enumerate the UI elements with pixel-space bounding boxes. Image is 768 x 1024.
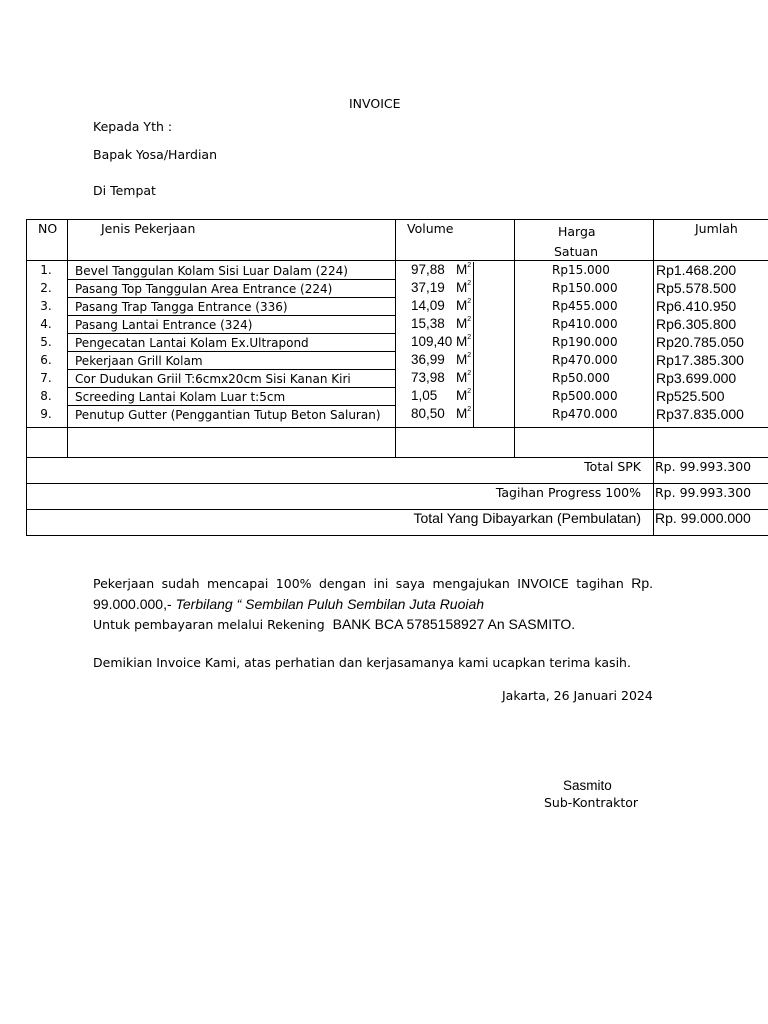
- row-volume: 109,40: [411, 334, 453, 349]
- row-jumlah: Rp525.500: [656, 388, 725, 404]
- paragraph-closing: Demikian Invoice Kami, atas perhatian dan kerjasamanya kami ucapkan terima kasih.: [93, 655, 631, 670]
- row-volume: 73,98: [411, 370, 445, 385]
- recipient-place: Di Tempat: [93, 183, 156, 198]
- row-job: Cor Dudukan Griil T:6cmx20cm Sisi Kanan Kiri: [75, 372, 351, 386]
- recipient-greeting: Kepada Yth :: [93, 119, 173, 134]
- total-spk-value: Rp. 99.993.300: [655, 459, 752, 474]
- row-volume: 36,99: [411, 352, 445, 367]
- col-header-jumlah: Jumlah: [695, 221, 738, 236]
- signature-role: Sub-Kontraktor: [544, 795, 639, 810]
- row-volume: 14,09: [411, 298, 445, 313]
- row-volume: 1,05: [411, 388, 438, 403]
- row-number: 6.: [40, 353, 52, 367]
- row-jumlah: Rp37.835.000: [656, 406, 744, 422]
- row-unit: $M^2$: [456, 316, 472, 331]
- row-volume: 37,19: [411, 280, 445, 295]
- col-header-no: NO: [38, 221, 58, 236]
- paragraph-amount: 99.000.000,- Terbilang “ Sembilan Puluh Sembilan Juta Ruoiah: [93, 596, 485, 612]
- row-job: Screeding Lantai Kolam Luar t:5cm: [75, 390, 286, 404]
- row-harga: Rp190.000: [552, 335, 618, 349]
- row-jumlah: Rp6.305.800: [656, 316, 737, 332]
- col-header-volume: Volume: [407, 221, 454, 236]
- paragraph-request: Pekerjaan sudah mencapai 100% dengan ini saya mengajukan INVOICE tagihan Rp.: [93, 575, 653, 591]
- col-header-satuan: Satuan: [554, 244, 599, 259]
- row-unit: $M^2$: [456, 334, 472, 349]
- row-jumlah: Rp5.578.500: [656, 280, 737, 296]
- row-harga: Rp410.000: [552, 317, 618, 331]
- signature-name: Sasmito: [563, 778, 612, 793]
- row-volume: 80,50: [411, 406, 445, 421]
- row-job: Pasang Trap Tangga Entrance (336): [75, 300, 288, 314]
- row-unit: $M^2$: [456, 298, 472, 313]
- row-number: 9.: [40, 407, 52, 421]
- row-unit: $M^2$: [456, 262, 472, 277]
- paid-label: Total Yang Dibayarkan (Pembulatan): [413, 510, 641, 526]
- paragraph-payment: Untuk pembayaran melalui Rekening BANK BCA 5785158927 An SASMITO.: [93, 616, 576, 632]
- row-job: Bevel Tanggulan Kolam Sisi Luar Dalam (224): [75, 264, 348, 278]
- row-harga: Rp150.000: [552, 281, 618, 295]
- row-volume: 15,38: [411, 316, 445, 331]
- row-harga: Rp470.000: [552, 407, 618, 421]
- row-job: Penutup Gutter (Penggantian Tutup Beton Saluran): [75, 408, 381, 422]
- col-header-harga: Harga: [558, 224, 596, 239]
- row-job: Pasang Lantai Entrance (324): [75, 318, 253, 332]
- progress-label: Tagihan Progress 100%: [495, 485, 641, 500]
- row-harga: Rp500.000: [552, 389, 618, 403]
- total-spk-label: Total SPK: [584, 459, 641, 474]
- row-number: 7.: [40, 371, 52, 385]
- row-jumlah: Rp6.410.950: [656, 298, 737, 314]
- row-number: 2.: [40, 281, 52, 295]
- row-harga: Rp455.000: [552, 299, 618, 313]
- invoice-title: INVOICE: [349, 96, 401, 111]
- row-number: 1.: [40, 263, 52, 277]
- row-volume: 97,88: [411, 262, 445, 277]
- row-unit: $M^2$: [456, 370, 472, 385]
- row-job: Pekerjaan Grill Kolam: [75, 354, 203, 368]
- place-date: Jakarta, 26 Januari 2024: [502, 688, 653, 703]
- row-harga: Rp470.000: [552, 353, 618, 367]
- col-header-job: Jenis Pekerjaan: [101, 221, 196, 236]
- progress-value: Rp. 99.993.300: [655, 485, 752, 500]
- row-jumlah: Rp17.385.300: [656, 352, 744, 368]
- row-harga: Rp50.000: [552, 371, 610, 385]
- row-unit: $M^2$: [456, 352, 472, 367]
- row-jumlah: Rp1.468.200: [656, 262, 737, 278]
- row-number: 3.: [40, 299, 52, 313]
- row-number: 4.: [40, 317, 52, 331]
- row-unit: $M^2$: [456, 406, 472, 421]
- paid-value: Rp. 99.000.000: [655, 510, 751, 526]
- row-number: 8.: [40, 389, 52, 403]
- row-job: Pengecatan Lantai Kolam Ex.Ultrapond: [75, 336, 309, 350]
- row-unit: $M^2$: [456, 280, 472, 295]
- row-unit: $M^2$: [456, 388, 472, 403]
- row-harga: Rp15.000: [552, 263, 610, 277]
- row-number: 5.: [40, 335, 52, 349]
- recipient-name: Bapak Yosa/Hardian: [93, 147, 218, 162]
- row-jumlah: Rp3.699.000: [656, 370, 737, 386]
- row-job: Pasang Top Tanggulan Area Entrance (224): [75, 282, 333, 296]
- row-jumlah: Rp20.785.050: [656, 334, 744, 350]
